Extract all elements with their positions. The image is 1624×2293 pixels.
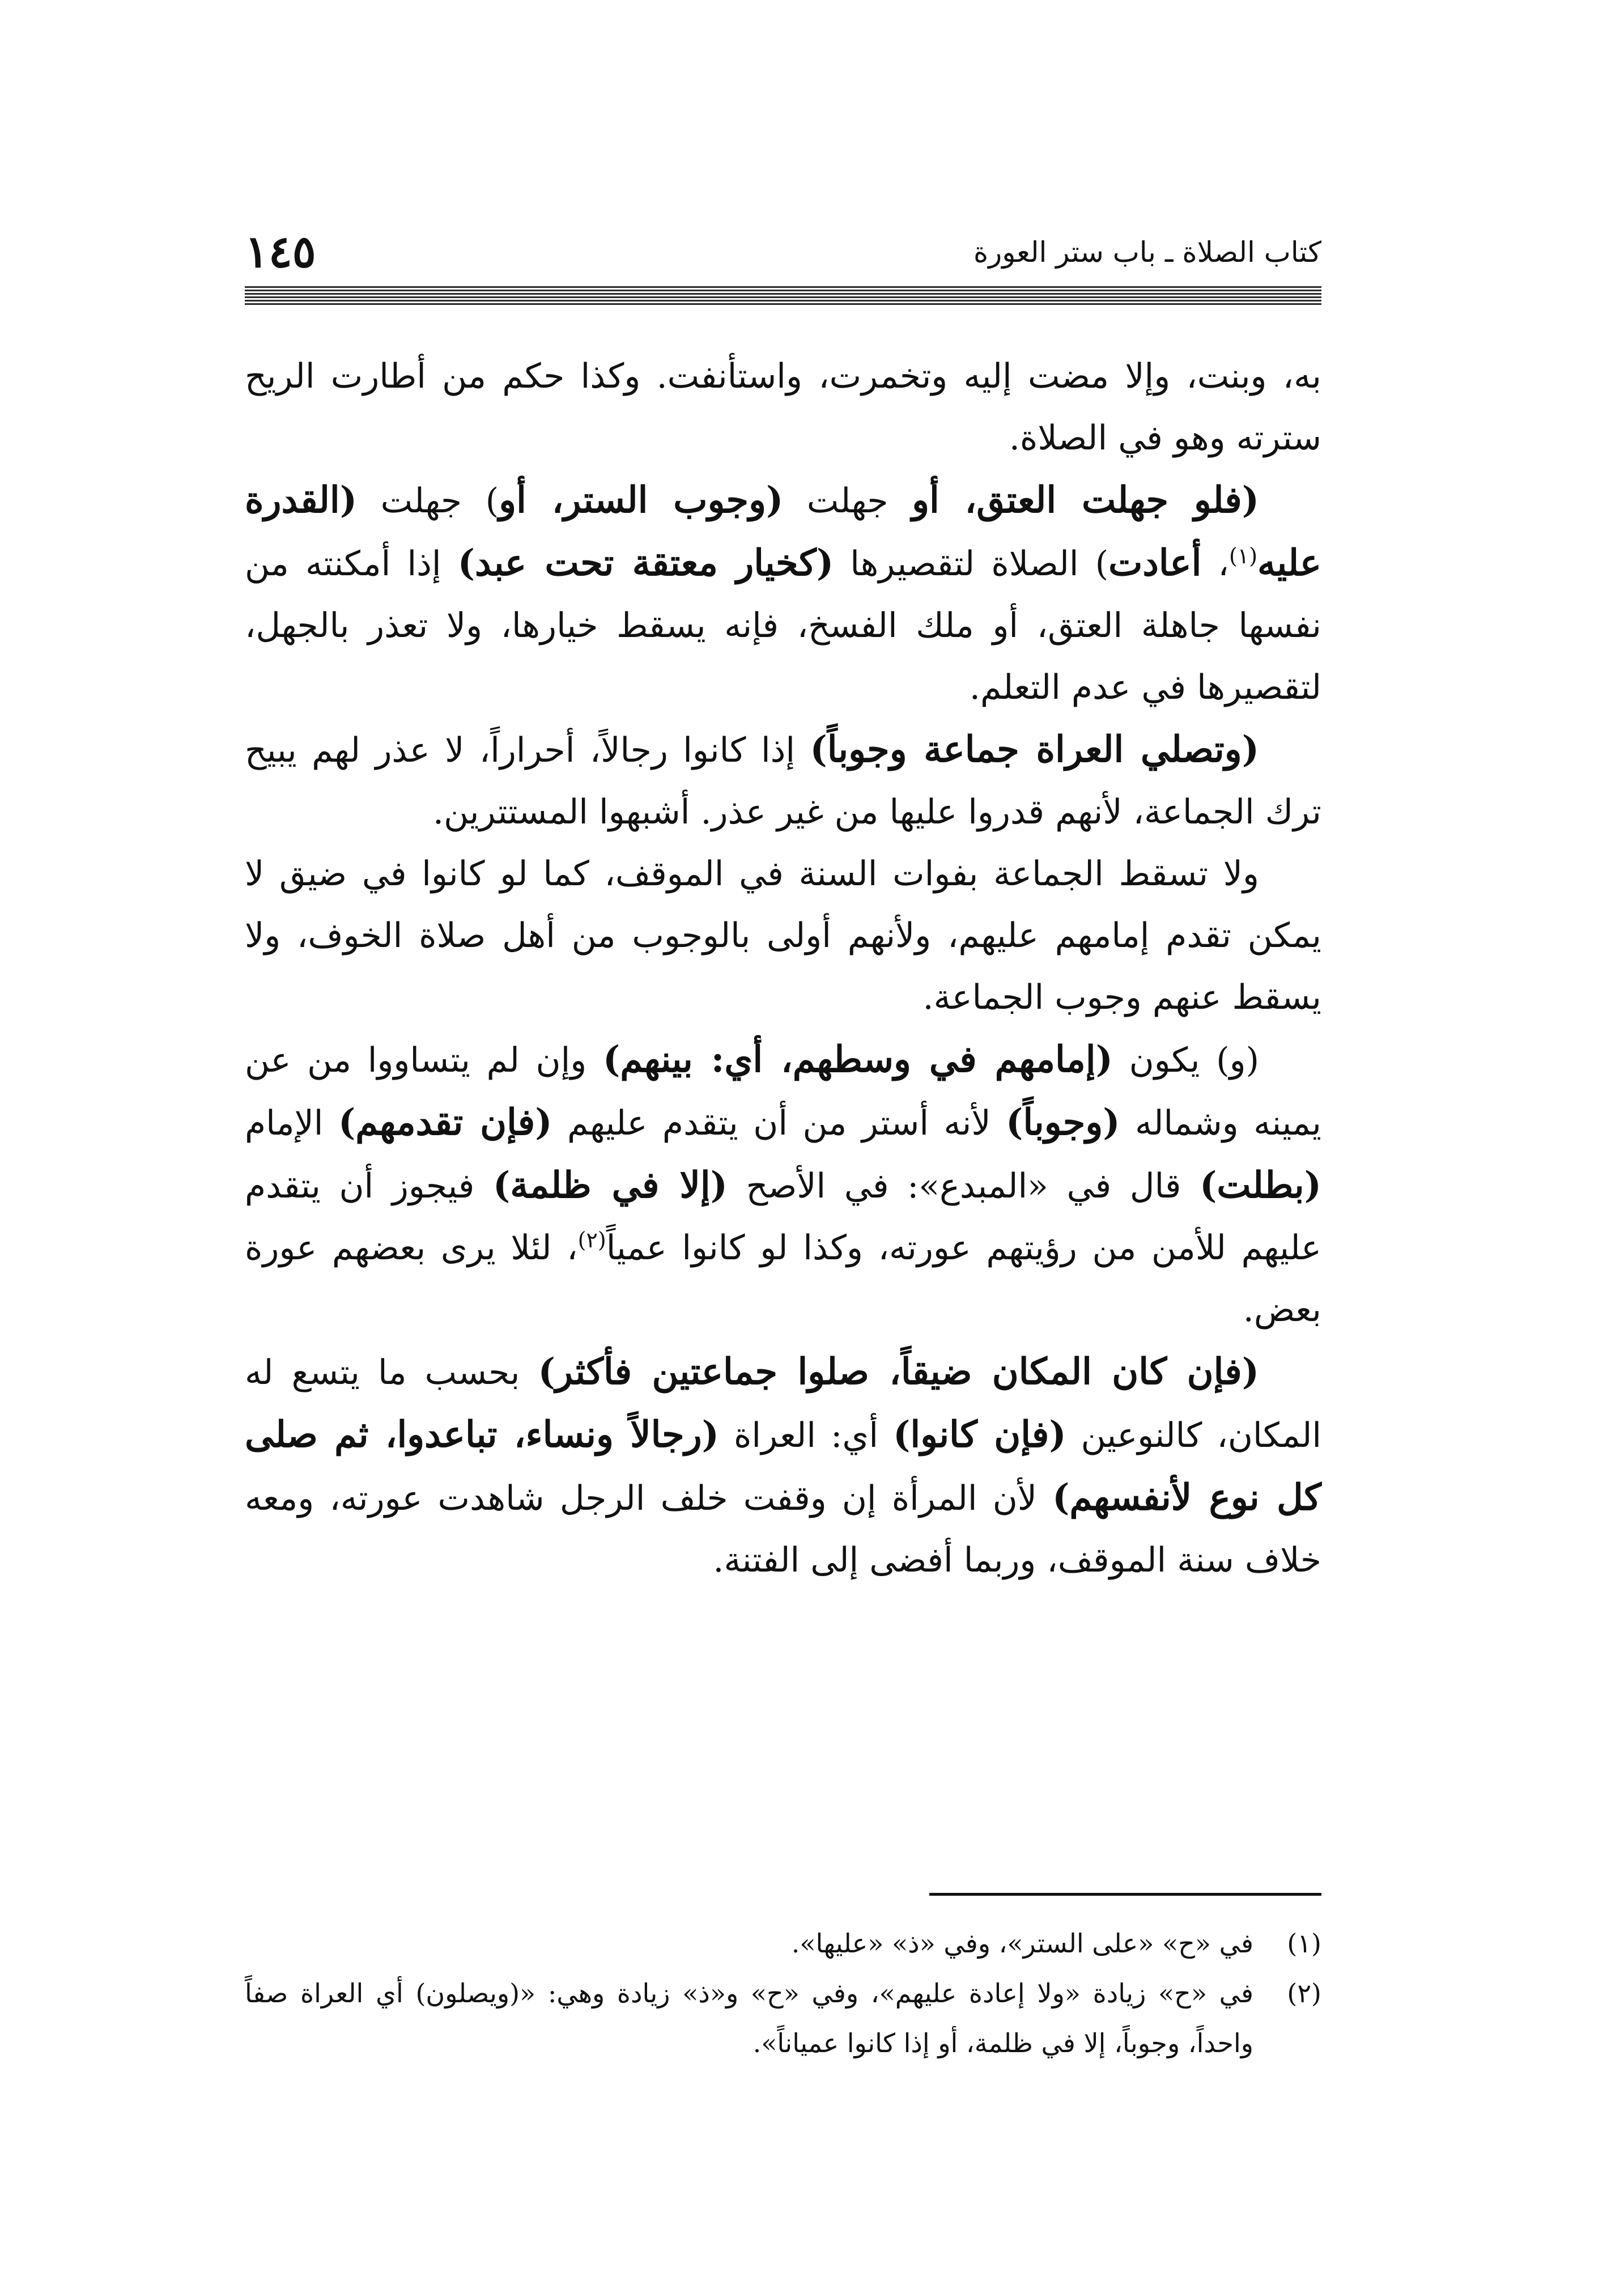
sharh-text: إذا كانوا رجالاً، أحراراً، لا عذر لهم يبيح ترك الجماعة، لأنهم قدروا عليها من غير عذر. أشبهوا المستترين. [245, 731, 1321, 832]
paragraph-text: به، وبنت، وإلا مضت إليه وتخمرت، واستأنفت. وكذا حكم من أطارت الريح سترته وهو في الصلاة. [245, 356, 1321, 458]
sharh-text: ) جهلت [356, 481, 499, 521]
matn-text: (فإن تقدمهم) [338, 1101, 552, 1144]
sharh-text: وإن لم يتساووا من عن يمينه وشماله [245, 1041, 1322, 1143]
header-divider [245, 286, 1321, 305]
footnote-separator [929, 1893, 1321, 1896]
sharh-text: ، [1201, 544, 1229, 584]
sharh-text: قال في «المبدع»: في الأصح [727, 1166, 1200, 1206]
footnote-number: (١) [1287, 1928, 1321, 1959]
footnote-text: في «ح» «على الستر»، وفي «ذ» «عليها». [791, 1928, 1253, 1959]
matn-text: (بطلت) [1200, 1164, 1321, 1207]
bold-phrase [912, 479, 1259, 521]
sharh-text: لأنه أستر من أن يتقدم عليهم [552, 1103, 1006, 1143]
sharh-text: لأن المرأة إن وقفت خلف الرجل شاهدت عورته، ومعه خلاف سنة الموقف، وربما أفضى إلى الفتنة. [245, 1479, 1321, 1580]
matn-text: (إمامهم في وسطهم، أي: بينهم) [602, 1038, 1113, 1081]
paragraph-2 [245, 469, 1321, 719]
matn-text: فلو جهلت العتق، أو [912, 479, 1242, 521]
sharh-text: الإمام [245, 1103, 338, 1143]
matn-text: أعادت [1108, 542, 1202, 584]
sharh-text: بحسب ما يتسع له المكان، كالنوعين [245, 1353, 1322, 1455]
paragraph-5 [245, 1029, 1321, 1341]
footnote-1 [245, 1918, 1321, 1968]
matn-text: (فإن كانوا) [893, 1413, 1066, 1456]
sharh-text: (و) يكون [1112, 1041, 1260, 1080]
matn-text: (وتصلي العراة جماعة وجوباً) [810, 728, 1259, 771]
footnote-reference[interactable]: (٢) [577, 1228, 606, 1252]
sharh-text: فيجوز أن يتقدم عليهم للأمن من رؤيتهم عورته، وكذا لو كانوا عمياً [245, 1166, 1321, 1268]
footnote-number: (٢) [1287, 1978, 1321, 2009]
matn-text: (رجالاً ونساء، تباعدوا، ثم صلى كل نوع لأنفسهم) [245, 1413, 1322, 1519]
page-header [245, 227, 1321, 278]
footnotes [245, 1918, 1321, 2068]
footnote-reference[interactable]: (١) [1228, 543, 1258, 568]
footnote-2 [245, 1968, 1321, 2068]
page-number: ١٤٥ [245, 226, 316, 278]
matn-text: (القدرة عليه [245, 479, 1322, 584]
sharh-text: أي: العراة [719, 1416, 894, 1455]
paragraph-6 [245, 1341, 1321, 1591]
main-text [245, 346, 1321, 1591]
footnote-text: في «ح» زيادة «ولا إعادة عليهم»، وفي «ح» و«ذ» زيادة وهي: «(ويصلون) أي العراة صفاً واحداً، وجوباً، إلا في ظلمة، أو إذا كانوا عمياناً». [245, 1978, 1253, 2058]
sharh-text: ) الصلاة لتقصيرها [834, 544, 1109, 584]
matn-text: (كخيار معتقة تحت عبد) [457, 542, 834, 584]
paragraph-4 [245, 843, 1321, 1029]
bracket: ( [1242, 479, 1259, 521]
matn-text: (وجوباً) [1006, 1101, 1120, 1144]
sharh-text: جهلت [783, 481, 912, 521]
matn-text: (إلا في ظلمة) [493, 1164, 728, 1207]
paragraph-1 [245, 346, 1321, 469]
sharh-text: ، لئلا يرى بعضهم عورة بعض. [245, 1228, 1321, 1330]
paragraph-text: ولا تسقط الجماعة بفوات السنة في الموقف، كما لو كانوا في ضيق لا يمكن تقدم إمامهم عليهم، ولأنهم أولى بالوجوب من أهل صلاة الخوف، ولا يسقط عنهم وجوب الجماعة. [245, 854, 1321, 1017]
paragraph-3 [245, 719, 1321, 843]
matn-text: (وجوب الستر، أو [499, 479, 784, 521]
matn-text: (فإن كان المكان ضيقاً، صلوا جماعتين فأكثر) [538, 1351, 1260, 1393]
running-title: كتاب الصلاة ـ باب ستر العورة [973, 236, 1321, 269]
sharh-text: إذا أمكنته من نفسها جاهلة العتق، أو ملك الفسخ، فإنه يسقط خيارها، ولا تعذر بالجهل، لتقصيرها في عدم التعلم. [245, 544, 1321, 707]
